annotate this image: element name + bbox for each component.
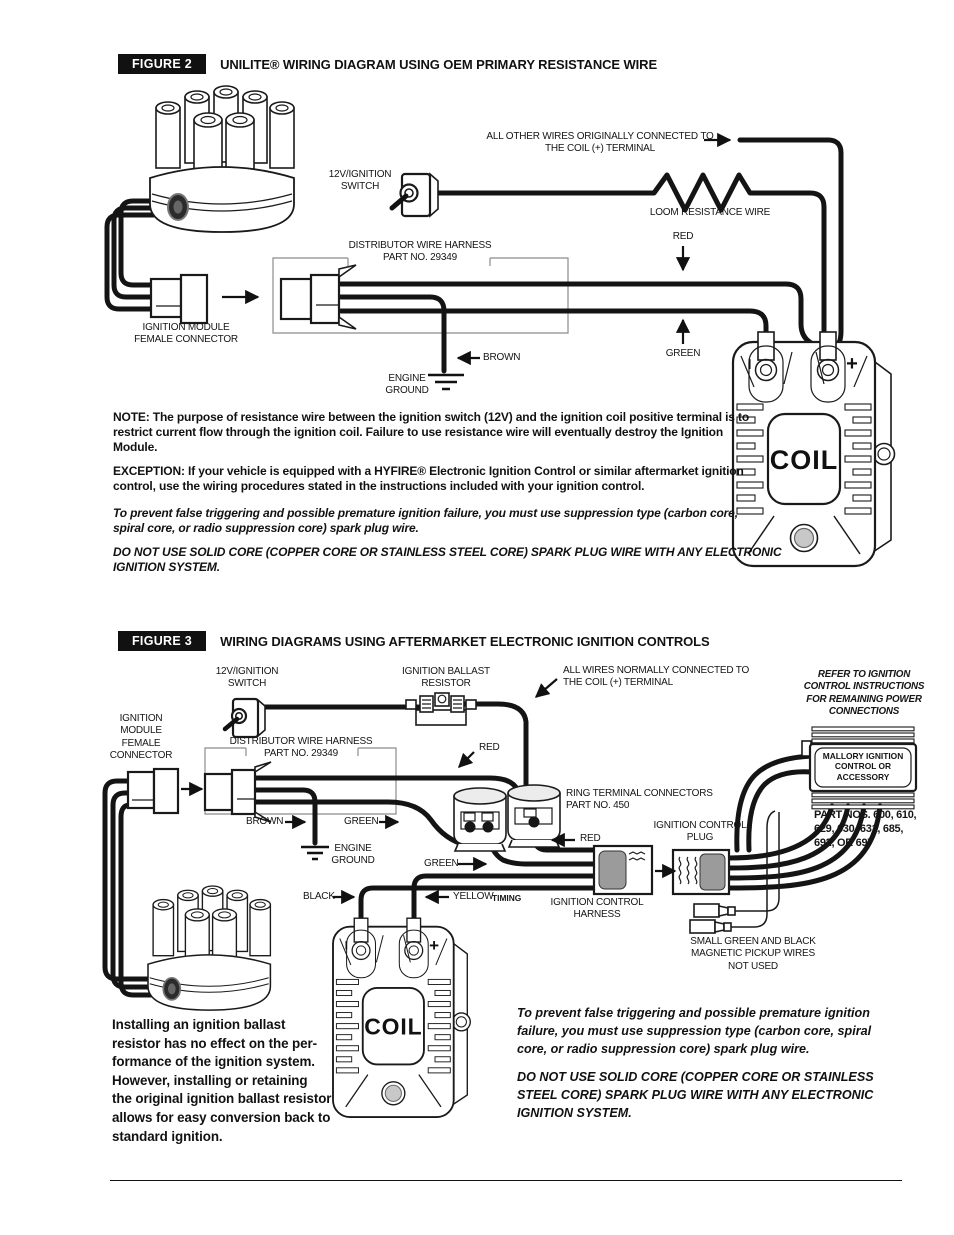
label-line: DISTRIBUTOR WIRE HARNESS — [229, 736, 373, 747]
para-line: formance of the ignition system. — [112, 1054, 315, 1070]
para-line: the original ignition ballast resistor — [112, 1091, 332, 1107]
fig3-suppression-paragraph — [517, 1004, 871, 1059]
para-line: DO NOT USE SOLID CORE (COPPER CORE OR STAINLESS STEEL CORE) SPARK PLUG WIRE WITH ANY ELECTRONIC — [113, 545, 782, 559]
para-line: allows for easy conversion back to — [112, 1109, 331, 1125]
label-line: 12V/IGNITION — [328, 169, 392, 180]
figure3-header — [118, 631, 710, 651]
fig3-green-label: GREEN — [344, 816, 379, 827]
control-harness-label — [551, 897, 644, 922]
ground-symbol — [301, 847, 329, 859]
fig3-green2-label: GREEN — [424, 858, 459, 869]
fig3-module-connector — [128, 769, 178, 813]
para-line: IGNITION SYSTEM. — [517, 1106, 632, 1121]
label-line: REFER TO IGNITION — [817, 669, 911, 680]
label-line: PART NO. 450 — [566, 800, 630, 812]
para-line: EXCEPTION: If your vehicle is equipped with a HYFIRE® Electronic Ignition Control or similar aftermarket ignition — [113, 464, 744, 478]
ring-terminal-label — [566, 788, 713, 813]
label-line: ENGINE — [334, 843, 372, 854]
label-line: ALL OTHER WIRES ORIGINALLY CONNECTED TO — [486, 131, 714, 142]
label-line: 629, 630, 631, 685, — [814, 823, 904, 836]
label-line: SWITCH — [340, 181, 380, 193]
fig3-switch-label — [216, 666, 279, 691]
ballast-label — [402, 666, 490, 691]
label-line: CONTROL INSTRUCTIONS — [803, 681, 925, 693]
para-line: resistor has no effect on the per- — [112, 1035, 317, 1051]
para-line: failure, you must use suppression type (carbon core, spiral — [517, 1024, 872, 1039]
fig3-all-wires-label — [563, 665, 749, 690]
part-numbers-label — [814, 808, 916, 851]
fig2-red-label: RED — [672, 231, 694, 242]
fig3-red2-label: RED — [580, 833, 601, 844]
label-line: RING TERMINAL CONNECTORS — [566, 788, 713, 799]
para-line: control, use the wiring procedures stated in the instructions included with your ignition control. — [113, 479, 645, 494]
label-line: THE COIL (+) TERMINAL — [563, 677, 673, 689]
label-line: FEMALE — [121, 737, 161, 749]
fig3-harness-label — [230, 736, 373, 761]
label-line: CONNECTIONS — [828, 706, 900, 718]
fig3-engine-ground-label — [331, 843, 374, 868]
para-line: To prevent false triggering and possible premature ignition — [517, 1006, 870, 1020]
label-line: IGNITION BALLAST — [402, 666, 490, 677]
ballast-resistor-icon — [406, 693, 476, 725]
brown-wire — [341, 297, 444, 371]
fig2-harness-label — [349, 240, 492, 265]
solid-core-paragraph — [113, 545, 781, 575]
para-line: restrict current flow through the ignition coil. Failure to use resistance wire will eventually destroy the Ignition — [113, 425, 724, 440]
figure2-tag: FIGURE 2 — [118, 54, 206, 74]
label-line: CONTROL OR — [834, 761, 892, 772]
pickup-wires-label — [690, 936, 815, 973]
para-line: STEEL CORE) SPARK PLUG WIRE WITH ANY ELECTRONIC — [517, 1088, 874, 1103]
label-line: IGNITION CONTROL — [653, 820, 747, 831]
ignition-control-plug-icon — [673, 850, 729, 894]
control-power-wire-2 — [749, 772, 812, 850]
timing-label: TIMING — [492, 893, 522, 903]
label-line: 12V/IGNITION — [215, 666, 279, 677]
label-line: FEMALE CONNECTOR — [134, 334, 238, 346]
figure2-title: UNILITE® WIRING DIAGRAM USING OEM PRIMARY RESISTANCE WIRE — [220, 56, 658, 72]
para-line: core, or radio suppression core) spark plug wire. — [517, 1042, 810, 1057]
mallory-box-label — [823, 751, 904, 782]
fig2-module-label — [134, 322, 238, 347]
pickup-connectors — [690, 904, 735, 933]
ring-terminal-connector-right — [508, 785, 560, 847]
figure3-title: WIRING DIAGRAMS USING AFTERMARKET ELECTRONIC IGNITION CONTROLS — [220, 633, 710, 649]
para-line: To prevent false triggering and possible premature ignition failure, you must use suppression type (carbon core, — [113, 506, 738, 520]
fig2-switch-label — [329, 169, 392, 194]
fig2-green-label: GREEN — [665, 348, 701, 359]
fig3-solid-core-paragraph — [517, 1068, 874, 1123]
label-line: IGNITION MODULE — [142, 322, 230, 333]
fig2-brown-label: BROWN — [483, 352, 521, 363]
fig3-brown-label: BROWN — [246, 816, 284, 827]
figure3-tag: FIGURE 3 — [118, 631, 206, 651]
figure2-header — [118, 54, 657, 74]
para-line: Module. — [113, 440, 158, 455]
label-line: FOR REMAINING POWER — [806, 693, 922, 705]
refer-instructions-label — [804, 669, 924, 719]
label-line: PART NOS. 600, 610, — [814, 809, 917, 821]
ground-symbol — [428, 375, 464, 389]
label-line: PART NO. 29349 — [264, 748, 338, 760]
label-line: GROUND — [331, 855, 375, 867]
label-line: CONNECTOR — [109, 749, 173, 761]
label-line: ALL WIRES NORMALLY CONNECTED TO — [563, 665, 750, 676]
label-line: SMALL GREEN AND BLACK — [690, 936, 816, 947]
ballast-note-paragraph — [112, 1016, 331, 1146]
label-line: PART NO. 29349 — [383, 252, 457, 264]
para-line: NOTE: The purpose of resistance wire between the ignition switch (12V) and the ignition coil positive terminal is to — [113, 410, 750, 424]
label-line: IGNITION — [119, 713, 163, 724]
green-wire — [341, 311, 766, 342]
label-line: PLUG — [686, 832, 714, 844]
fig3-module-label — [110, 713, 172, 762]
para-line: standard ignition. — [112, 1128, 223, 1144]
label-line: DISTRIBUTOR WIRE HARNESS — [348, 240, 492, 251]
para-line: Installing an ignition ballast — [112, 1017, 286, 1032]
label-line: MODULE — [120, 725, 162, 737]
para-line: spiral core, or radio suppression core) spark plug wire. — [113, 521, 419, 536]
wiring-diagram-art: – + COIL — [0, 0, 954, 1235]
exception-paragraph — [113, 464, 744, 494]
ignition-control-harness-connector — [594, 846, 652, 894]
label-line: THE COIL (+) TERMINAL — [545, 143, 655, 155]
para-line: However, installing or retaining — [112, 1072, 308, 1088]
control-plug-label — [654, 820, 747, 845]
suppression-paragraph — [113, 506, 738, 536]
note-paragraph — [113, 410, 749, 456]
ring-terminal-connector-left — [454, 788, 506, 851]
para-line: DO NOT USE SOLID CORE (COPPER CORE OR STAINLESS — [517, 1070, 874, 1084]
black-label: BLACK — [303, 891, 335, 902]
fig2-ignition-switch-icon — [392, 174, 438, 216]
footer-rule — [110, 1180, 902, 1181]
label-line: IGNITION CONTROL — [550, 897, 644, 908]
loom-resistance-label: LOOM RESISTANCE WIRE — [649, 207, 771, 218]
fig3-red-label: RED — [479, 742, 500, 753]
fig2-module-connector — [151, 275, 207, 323]
red-wire — [341, 284, 820, 347]
fig2-engine-ground-label — [385, 373, 428, 398]
label-line: HARNESS — [573, 909, 621, 921]
label-line: 692, OR 697 — [814, 837, 874, 850]
label-line: NOT USED — [728, 960, 778, 972]
label-line: MAGNETIC PICKUP WIRES — [691, 948, 815, 960]
label-line: SWITCH — [227, 678, 267, 690]
label-line: MALLORY IGNITION — [822, 751, 904, 761]
all-other-wires-label — [486, 131, 713, 156]
label-line: RESISTOR — [421, 678, 471, 690]
para-line: IGNITION SYSTEM. — [113, 560, 220, 575]
yellow-label: YELLOW — [453, 891, 494, 902]
label-line: ENGINE — [388, 373, 426, 384]
label-line: GROUND — [385, 385, 429, 397]
label-line: ACCESSORY — [836, 771, 890, 782]
fig3-ignition-switch-icon — [225, 699, 265, 737]
